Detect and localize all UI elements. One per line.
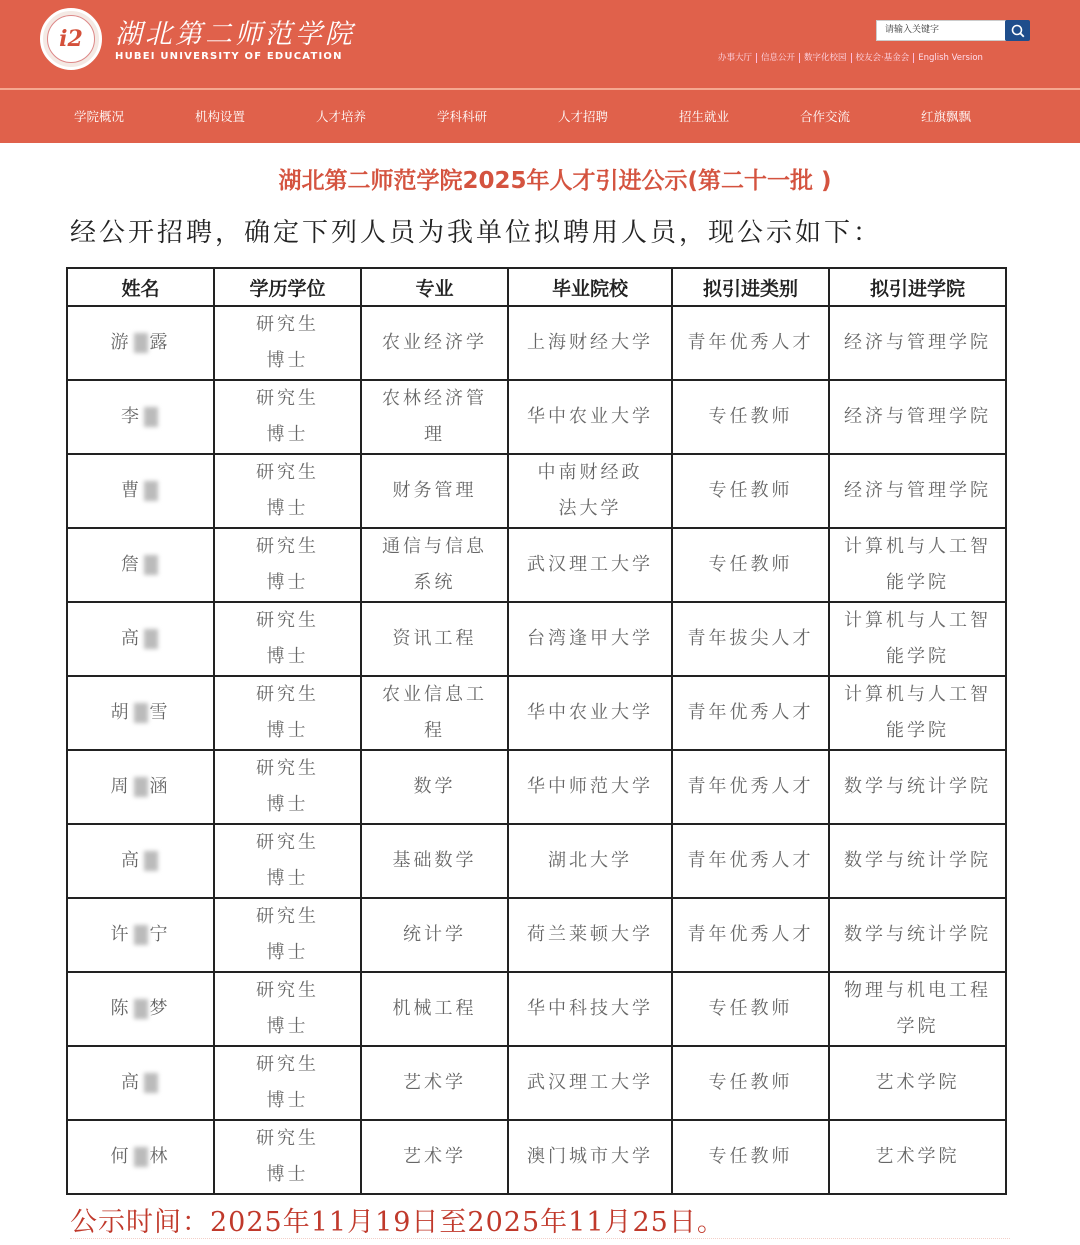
cell-school-text: 台湾逢甲大学	[527, 628, 653, 649]
redacted-name-blur	[144, 555, 158, 575]
cell-category-text: 专任教师	[708, 480, 793, 501]
cell-category-text: 青年优秀人才	[687, 702, 814, 723]
name-last-char: 梦	[149, 998, 171, 1019]
cell-category	[672, 454, 829, 528]
cell-degree	[214, 676, 361, 750]
divider	[913, 53, 914, 63]
brand-name-cn: 湖北第二师范学院	[115, 19, 355, 50]
name-last-char: 涵	[149, 776, 171, 797]
cell-category-text: 青年优秀人才	[687, 850, 814, 871]
header-school: 毕业院校	[508, 268, 672, 306]
redacted-name-blur	[134, 999, 148, 1019]
cell-major-text: 机械工程	[392, 998, 477, 1019]
cell-name	[67, 972, 214, 1046]
cell-major	[361, 380, 508, 454]
cell-name	[67, 454, 214, 528]
cell-category-text: 专任教师	[708, 1146, 793, 1167]
degree-level: 研究生	[256, 1054, 319, 1075]
name-last-char: 林	[149, 1146, 171, 1167]
redacted-name-blur	[134, 777, 148, 797]
cell-school-text: 华中科技大学	[527, 998, 653, 1019]
cell-major	[361, 306, 508, 380]
cell-category-text: 专任教师	[708, 998, 793, 1019]
degree-title: 博士	[266, 424, 309, 445]
cell-name	[67, 1120, 214, 1194]
degree-title: 博士	[266, 1016, 309, 1037]
cell-school	[508, 528, 672, 602]
quick-link-info-disclosure[interactable]: 信息公开	[761, 53, 796, 63]
cell-category-text: 青年优秀人才	[687, 332, 814, 353]
quick-link-service-hall[interactable]: 办事大厅	[718, 53, 753, 63]
cell-college-text: 物理与机电工程学院	[844, 980, 991, 1037]
cell-major-text: 艺术学	[403, 1146, 466, 1167]
cell-college-text: 经济与管理学院	[844, 480, 991, 501]
cell-college-text: 数学与统计学院	[844, 924, 991, 945]
search-input[interactable]: 请输入关键字	[876, 20, 1006, 41]
nav-item-cooperation[interactable]: 合作交流	[800, 109, 851, 124]
cell-school-text: 湖北大学	[548, 850, 632, 871]
cell-category	[672, 528, 829, 602]
table-row	[67, 528, 1006, 602]
degree-title: 博士	[266, 720, 309, 741]
degree-level: 研究生	[256, 314, 319, 335]
nav-item-recruitment[interactable]: 人才招聘	[558, 109, 609, 124]
degree-level: 研究生	[256, 758, 319, 779]
cell-degree	[214, 528, 361, 602]
header-degree: 学历学位	[214, 268, 361, 306]
cell-college	[829, 972, 1006, 1046]
cell-college	[829, 454, 1006, 528]
header-major: 专业	[361, 268, 508, 306]
name-first-char: 高	[121, 850, 142, 871]
cell-college	[829, 528, 1006, 602]
cell-name	[67, 824, 214, 898]
cell-name	[67, 306, 214, 380]
name-first-char: 詹	[121, 554, 142, 575]
cell-college	[829, 602, 1006, 676]
cell-degree	[214, 1120, 361, 1194]
cell-major	[361, 676, 508, 750]
redacted-name-blur	[134, 1147, 148, 1167]
table-row	[67, 972, 1006, 1046]
cell-school-text: 澳门城市大学	[527, 1146, 653, 1167]
cell-school	[508, 898, 672, 972]
table-row	[67, 1046, 1006, 1120]
divider	[851, 53, 852, 63]
cell-major-text: 农业信息工程	[382, 684, 487, 741]
cell-major-text: 艺术学	[403, 1072, 466, 1093]
cell-college-text: 艺术学院	[875, 1146, 960, 1167]
intro-text: 经公开招聘，确定下列人员为我单位拟聘用人员，现公示如下：	[70, 218, 883, 248]
degree-title: 博士	[266, 646, 309, 667]
degree-title: 博士	[266, 350, 309, 371]
cell-college-text: 经济与管理学院	[844, 332, 991, 353]
table-row	[67, 676, 1006, 750]
cell-school-text: 荷兰莱顿大学	[527, 924, 653, 945]
cell-school-text: 华中农业大学	[527, 406, 653, 427]
cell-college	[829, 824, 1006, 898]
table-row	[67, 454, 1006, 528]
cell-school	[508, 824, 672, 898]
cell-school	[508, 454, 672, 528]
cell-school	[508, 1046, 672, 1120]
degree-level: 研究生	[256, 388, 319, 409]
cell-school-text: 武汉理工大学	[527, 1072, 653, 1093]
table-header-row	[67, 268, 1006, 306]
redacted-name-blur	[144, 629, 158, 649]
degree-title: 博士	[266, 572, 309, 593]
degree-level: 研究生	[256, 684, 319, 705]
cell-major	[361, 1046, 508, 1120]
cell-category	[672, 380, 829, 454]
nav-item-research[interactable]: 学科科研	[437, 109, 488, 124]
cell-degree	[214, 972, 361, 1046]
cell-category-text: 专任教师	[708, 554, 793, 575]
name-first-char: 周	[110, 776, 132, 797]
cell-name	[67, 898, 214, 972]
cell-college-text: 计算机与人工智能学院	[844, 684, 991, 741]
cell-college	[829, 1120, 1006, 1194]
name-first-char: 胡	[110, 702, 132, 723]
redacted-name-blur	[144, 851, 158, 871]
degree-title: 博士	[266, 1090, 309, 1111]
cell-college	[829, 676, 1006, 750]
cell-major	[361, 824, 508, 898]
degree-title: 博士	[266, 498, 309, 519]
cell-college-text: 数学与统计学院	[844, 850, 991, 871]
candidate-table	[66, 267, 1007, 1195]
cell-category-text: 专任教师	[708, 1072, 793, 1093]
cell-major-text: 基础数学	[392, 850, 477, 871]
name-first-char: 游	[110, 332, 132, 353]
cell-name	[67, 528, 214, 602]
cell-major	[361, 528, 508, 602]
redacted-name-blur	[144, 407, 158, 427]
main-nav	[0, 90, 1080, 143]
cell-category	[672, 750, 829, 824]
cell-degree	[214, 750, 361, 824]
name-first-char: 许	[110, 924, 132, 945]
header-name: 姓名	[67, 268, 214, 306]
cell-category	[672, 824, 829, 898]
cell-major	[361, 750, 508, 824]
quick-link-alumni-foundation[interactable]: 校友会·基金会	[855, 53, 910, 63]
cell-major-text: 财务管理	[392, 480, 477, 501]
degree-title: 博士	[266, 942, 309, 963]
cell-category	[672, 676, 829, 750]
table-row	[67, 824, 1006, 898]
redacted-name-blur	[144, 481, 158, 501]
table-row	[67, 1120, 1006, 1194]
cell-category	[672, 1120, 829, 1194]
table-row	[67, 602, 1006, 676]
name-last-char: 露	[149, 332, 171, 353]
table-row	[67, 750, 1006, 824]
quick-link-digital-campus[interactable]: 数字化校园	[804, 53, 847, 63]
redacted-name-blur	[134, 925, 148, 945]
cell-major	[361, 454, 508, 528]
cell-school-text: 武汉理工大学	[527, 554, 653, 575]
nav-item-about[interactable]: 学院概况	[74, 109, 125, 124]
cell-name	[67, 676, 214, 750]
cell-name	[67, 380, 214, 454]
site-header	[0, 0, 1080, 88]
cell-category	[672, 898, 829, 972]
cell-school	[508, 306, 672, 380]
header-college: 拟引进学院	[829, 268, 1006, 306]
cell-category	[672, 972, 829, 1046]
cell-college	[829, 1046, 1006, 1120]
cell-degree	[214, 380, 361, 454]
cell-name	[67, 750, 214, 824]
quick-links	[718, 51, 983, 63]
cell-degree	[214, 306, 361, 380]
quick-link-english-version[interactable]: English Version	[918, 53, 983, 63]
cell-school-text: 华中农业大学	[527, 702, 653, 723]
divider	[799, 53, 800, 63]
cell-school	[508, 972, 672, 1046]
cell-category-text: 青年优秀人才	[687, 776, 814, 797]
divider	[756, 53, 757, 63]
cell-college	[829, 380, 1006, 454]
cell-degree	[214, 454, 361, 528]
cell-major-text: 数学	[413, 776, 456, 797]
cell-major	[361, 972, 508, 1046]
cell-category-text: 专任教师	[708, 406, 793, 427]
notice-period: 公示时间：2025年11月19日至2025年11月25日。	[70, 1207, 725, 1238]
name-first-char: 高	[121, 1072, 142, 1093]
cell-major-text: 资讯工程	[392, 628, 477, 649]
search-icon	[1011, 24, 1025, 38]
name-first-char: 何	[110, 1146, 132, 1167]
header-category: 拟引进类别	[672, 268, 829, 306]
cell-college	[829, 750, 1006, 824]
cell-major-text: 农林经济管理	[382, 388, 487, 445]
name-last-char: 雪	[149, 702, 171, 723]
cell-name	[67, 602, 214, 676]
nav-item-education[interactable]: 人才培养	[316, 109, 367, 124]
table-row	[67, 306, 1006, 380]
cell-category	[672, 306, 829, 380]
name-first-char: 曹	[121, 480, 142, 501]
cell-name	[67, 1046, 214, 1120]
nav-item-admissions[interactable]: 招生就业	[679, 109, 730, 124]
name-first-char: 陈	[110, 998, 132, 1019]
cell-college-text: 计算机与人工智能学院	[844, 610, 991, 667]
degree-title: 博士	[266, 868, 309, 889]
cell-college	[829, 898, 1006, 972]
nav-item-organization[interactable]: 机构设置	[195, 109, 246, 124]
cell-college	[829, 306, 1006, 380]
cell-college-text: 艺术学院	[875, 1072, 960, 1093]
cell-category	[672, 602, 829, 676]
cell-major	[361, 898, 508, 972]
page-title: 湖北第二师范学院2025年人才引进公示(第二十一批 )	[278, 168, 832, 194]
degree-level: 研究生	[256, 610, 319, 631]
cell-college-text: 经济与管理学院	[844, 406, 991, 427]
cell-degree	[214, 824, 361, 898]
university-logo[interactable]	[40, 8, 102, 70]
cell-college-text: 数学与统计学院	[844, 776, 991, 797]
cell-category	[672, 1046, 829, 1120]
name-last-char: 宁	[149, 924, 171, 945]
cell-degree	[214, 1046, 361, 1120]
logo-emblem-icon: i2	[47, 15, 95, 63]
redacted-name-blur	[134, 333, 148, 353]
redacted-name-blur	[144, 1073, 158, 1093]
cell-school-text: 上海财经大学	[527, 332, 653, 353]
redacted-name-blur	[134, 703, 148, 723]
degree-level: 研究生	[256, 462, 319, 483]
name-first-char: 李	[121, 406, 142, 427]
cell-college-text: 计算机与人工智能学院	[844, 536, 991, 593]
cell-category-text: 青年优秀人才	[687, 924, 814, 945]
cell-major-text: 农业经济学	[382, 332, 487, 353]
degree-level: 研究生	[256, 1128, 319, 1149]
cell-school	[508, 380, 672, 454]
degree-title: 博士	[266, 794, 309, 815]
cell-degree	[214, 602, 361, 676]
degree-level: 研究生	[256, 832, 319, 853]
search-button[interactable]	[1005, 20, 1030, 41]
cell-degree	[214, 898, 361, 972]
table-row	[67, 898, 1006, 972]
cell-school	[508, 1120, 672, 1194]
cell-school-text: 华中师范大学	[527, 776, 653, 797]
degree-title: 博士	[266, 1164, 309, 1185]
degree-level: 研究生	[256, 980, 319, 1001]
cell-major-text: 统计学	[403, 924, 466, 945]
cell-school	[508, 676, 672, 750]
cell-school	[508, 602, 672, 676]
cell-school	[508, 750, 672, 824]
degree-level: 研究生	[256, 906, 319, 927]
cell-school-text: 中南财经政法大学	[537, 462, 643, 519]
cutoff-text-line	[70, 1238, 1010, 1243]
brand-name-en: HUBEI UNIVERSITY OF EDUCATION	[115, 51, 343, 62]
cell-major	[361, 602, 508, 676]
table-row	[67, 380, 1006, 454]
cell-category-text: 青年拔尖人才	[687, 628, 814, 649]
degree-level: 研究生	[256, 536, 319, 557]
name-first-char: 高	[121, 628, 142, 649]
cell-major	[361, 1120, 508, 1194]
cell-major-text: 通信与信息系统	[382, 536, 487, 593]
nav-item-red-flag[interactable]: 红旗飘飘	[921, 109, 972, 124]
